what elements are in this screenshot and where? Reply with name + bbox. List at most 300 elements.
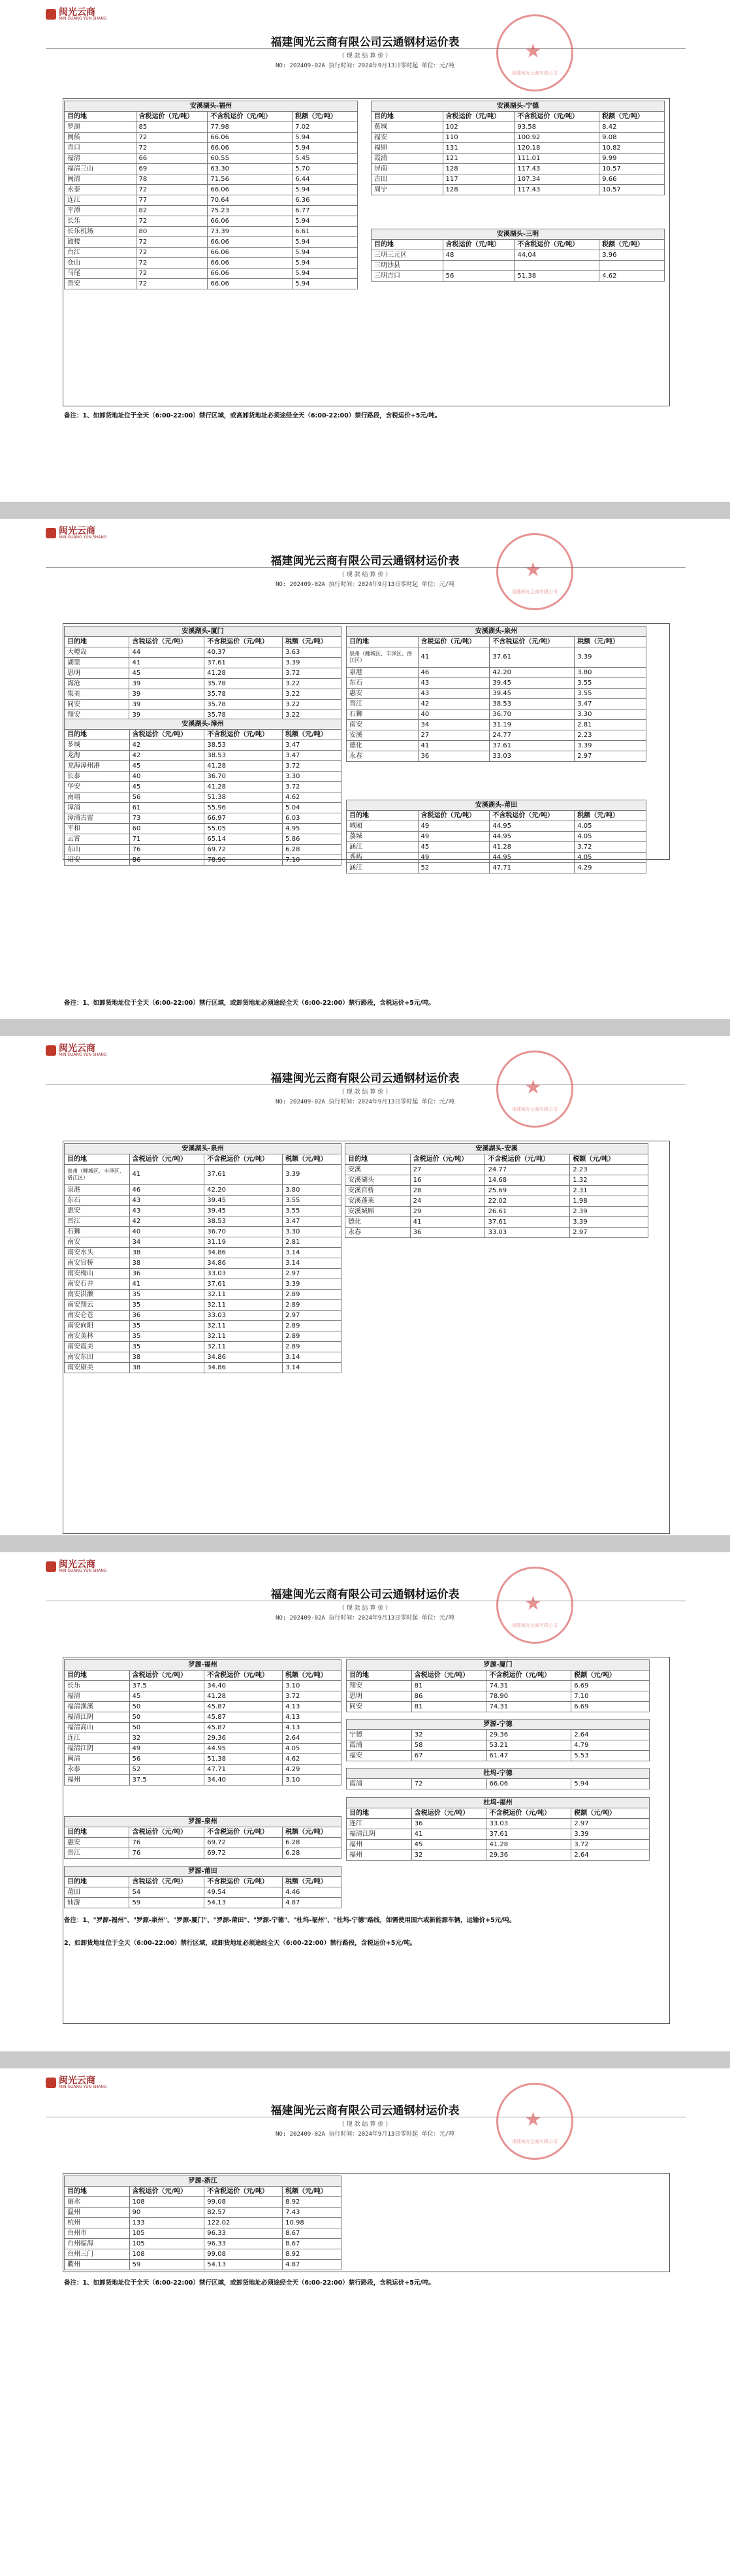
tax-cell: 3.14	[283, 1363, 341, 1373]
untaxed-price-cell: 37.61	[490, 741, 575, 751]
destination-cell: 丽水	[65, 2197, 130, 2208]
untaxed-price-cell: 117.43	[515, 185, 599, 195]
untaxed-price-cell: 41.28	[204, 782, 283, 792]
table-row	[65, 174, 358, 185]
tax-cell: 2.97	[283, 1311, 341, 1321]
taxed-price-cell: 59	[129, 2260, 204, 2270]
taxed-price-cell: 45	[418, 842, 490, 853]
column-header-dest: 目的地	[372, 240, 443, 250]
destination-cell: 长乐	[65, 216, 136, 227]
table-row	[65, 1898, 341, 1908]
column-header-dest: 目的地	[347, 811, 419, 821]
table-row	[65, 855, 341, 866]
taxed-price-cell: 72	[136, 143, 208, 154]
column-header-taxed: 含税运价（元/吨）	[443, 240, 515, 250]
tax-cell: 4.87	[283, 1898, 341, 1908]
untaxed-price-cell: 42.20	[204, 1185, 283, 1196]
seal-stamp-icon	[496, 2083, 573, 2160]
untaxed-price-cell: 69.72	[204, 1848, 283, 1859]
taxed-price-cell: 40	[129, 1227, 204, 1237]
taxed-price-cell: 81	[411, 1702, 486, 1712]
taxed-price-cell: 56	[443, 271, 515, 282]
untaxed-price-cell: 66.97	[204, 813, 283, 824]
untaxed-price-cell: 33.03	[204, 1269, 283, 1279]
table-row	[65, 658, 341, 668]
untaxed-price-cell: 107.34	[515, 174, 599, 185]
tax-cell: 5.53	[571, 1751, 650, 1761]
column-header-dest: 目的地	[65, 730, 130, 740]
column-header-taxed: 含税运价（元/吨）	[129, 730, 204, 740]
untaxed-price-cell: 22.02	[485, 1196, 570, 1207]
taxed-price-cell: 117	[443, 174, 515, 185]
route-title: 安溪湖头-漳州	[65, 719, 341, 730]
destination-cell: 长乐机场	[65, 227, 136, 237]
table-row	[345, 1165, 648, 1175]
logo-icon	[46, 1561, 56, 1572]
untaxed-price-cell: 33.03	[486, 1819, 571, 1829]
taxed-price-cell: 39	[129, 710, 204, 721]
untaxed-price-cell: 34.86	[204, 1363, 283, 1373]
taxed-price-cell: 41	[129, 1165, 204, 1185]
taxed-price-cell: 36	[129, 1269, 204, 1279]
destination-cell: 海沧	[65, 679, 129, 689]
column-header-taxed: 含税运价（元/吨）	[129, 1877, 204, 1887]
table-row	[65, 1744, 341, 1754]
table-row	[372, 122, 665, 133]
destination-cell: 南安石井	[65, 1279, 130, 1290]
taxed-price-cell: 38	[129, 1352, 204, 1363]
table-row	[347, 1751, 650, 1761]
tax-cell: 3.14	[283, 1248, 341, 1258]
page-title: 福建闽光云商有限公司云通钢材运价表	[270, 1072, 460, 1085]
table-row	[65, 1321, 341, 1331]
route-title: 罗源-泉州	[65, 1817, 341, 1827]
company-logo	[46, 527, 107, 540]
untaxed-price-cell: 32.11	[204, 1300, 283, 1311]
untaxed-price-cell: 44.95	[490, 821, 575, 832]
untaxed-price-cell: 66.06	[486, 1779, 571, 1789]
tax-cell: 6.69	[571, 1702, 650, 1712]
table-row	[65, 1269, 341, 1279]
taxed-price-cell: 72	[136, 237, 208, 248]
taxed-price-cell: 54	[129, 1887, 204, 1898]
untaxed-price-cell: 32.11	[204, 1290, 283, 1300]
destination-cell: 连江	[347, 1819, 412, 1829]
table-row	[65, 834, 341, 845]
taxed-price-cell: 40	[129, 772, 204, 782]
taxed-price-cell: 34	[418, 720, 490, 730]
section-row	[372, 101, 665, 112]
table-row	[65, 824, 341, 834]
header-row	[65, 1154, 341, 1165]
taxed-price-cell: 42	[129, 1216, 204, 1227]
freight-table	[346, 1797, 650, 1861]
table-row	[65, 216, 358, 227]
table-row	[65, 227, 358, 237]
tax-cell: 6.03	[283, 813, 341, 824]
table-row	[372, 185, 665, 195]
destination-cell: 台州三门	[65, 2249, 130, 2260]
tax-cell: 5.94	[293, 185, 358, 195]
table-row	[65, 1300, 341, 1311]
tax-cell: 2.31	[570, 1186, 648, 1196]
untaxed-price-cell: 61.47	[486, 1751, 571, 1761]
destination-cell: 德化	[345, 1217, 411, 1228]
tax-cell: 3.30	[283, 772, 341, 782]
table-row	[65, 1206, 341, 1216]
table-row	[65, 164, 358, 174]
tax-cell: 4.13	[283, 1702, 341, 1712]
seal-star-icon: ★	[524, 1076, 542, 1099]
destination-cell: 永泰	[65, 1765, 130, 1775]
taxed-price-cell: 108	[129, 2249, 204, 2260]
untaxed-price-cell: 26.61	[485, 1207, 570, 1217]
seal-text: 福建闽光云商有限公司	[512, 2139, 558, 2144]
remark-note: 2、如卸货地址位于全天（6:00-22:00）禁行区域，或卸货地址必须途经全天（6:00-22:00）禁行路段，含税运价+5元/吨。	[64, 1940, 417, 1947]
column-header-untaxed: 不含税运价（元/吨）	[204, 1827, 283, 1838]
tax-cell: 3.72	[283, 1691, 341, 1702]
untaxed-price-cell: 122.02	[204, 2218, 283, 2228]
untaxed-price-cell: 34.86	[204, 1258, 283, 1269]
taxed-price-cell: 34	[129, 1237, 204, 1248]
taxed-price-cell: 85	[136, 122, 208, 133]
tax-cell: 3.72	[575, 842, 646, 853]
destination-cell: 永春	[345, 1228, 411, 1238]
table-row	[65, 689, 341, 700]
price-type-subtitle: （ 现 款 结 算 价 ）	[338, 53, 392, 59]
destination-cell: 温州	[65, 2208, 130, 2218]
doc-meta: NO: 202409-02A 执行时间：2024年9月13日零时起 单位：元/吨	[275, 581, 455, 588]
column-header-tax: 税额（元/吨）	[283, 637, 341, 647]
untaxed-price-cell: 99.08	[204, 2249, 283, 2260]
route-title: 罗源-浙江	[65, 2176, 341, 2187]
column-header-taxed: 含税运价（元/吨）	[136, 112, 208, 122]
taxed-price-cell: 50	[129, 1723, 204, 1733]
logo-wordmark	[59, 1044, 107, 1057]
destination-cell: 福安	[372, 133, 443, 143]
section-row	[372, 229, 665, 240]
tax-cell: 10.82	[599, 143, 665, 154]
untaxed-price-cell: 45.87	[204, 1712, 283, 1723]
column-header-tax: 税额（元/吨）	[570, 1154, 648, 1165]
tax-cell: 5.94	[293, 216, 358, 227]
table-row	[345, 1228, 648, 1238]
untaxed-price-cell: 51.38	[204, 792, 283, 803]
tax-cell: 4.29	[575, 863, 646, 873]
untaxed-price-cell: 66.06	[208, 237, 293, 248]
destination-cell: 泉港	[65, 1185, 130, 1196]
untaxed-price-cell: 96.33	[204, 2239, 283, 2249]
table-row	[65, 1775, 341, 1785]
tax-cell: 5.45	[293, 154, 358, 164]
taxed-price-cell: 86	[411, 1691, 486, 1702]
tax-cell: 6.28	[283, 1838, 341, 1848]
tax-cell: 2.89	[283, 1331, 341, 1342]
freight-table	[371, 101, 665, 195]
taxed-price-cell: 36	[410, 1228, 485, 1238]
destination-cell: 南安康美	[65, 1363, 130, 1373]
seal-star-icon: ★	[524, 559, 542, 581]
taxed-price-cell: 56	[129, 1754, 204, 1765]
section-row	[65, 101, 358, 112]
freight-table	[64, 626, 341, 721]
table-row	[65, 1165, 341, 1185]
tax-cell: 3.39	[283, 658, 341, 668]
untaxed-price-cell: 31.19	[490, 720, 575, 730]
untaxed-price-cell: 66.06	[208, 133, 293, 143]
table-row	[65, 1765, 341, 1775]
destination-cell: 南安美林	[65, 1331, 130, 1342]
table-row	[65, 1848, 341, 1859]
table-row	[65, 1754, 341, 1765]
route-title: 安溪湖头-福州	[65, 101, 358, 112]
doc-meta: NO: 202409-02A 执行时间：2024年9月13日零时起 单位：元/吨	[275, 63, 455, 69]
untaxed-price-cell: 32.11	[204, 1321, 283, 1331]
table-row	[347, 853, 646, 863]
untaxed-price-cell: 35.78	[204, 710, 283, 721]
column-header-dest: 目的地	[65, 637, 129, 647]
table-row	[345, 1196, 648, 1207]
column-header-untaxed: 不含税运价（元/吨）	[204, 1877, 283, 1887]
column-header-tax: 税额（元/吨）	[571, 1671, 650, 1681]
destination-cell: 城厢	[347, 821, 419, 832]
tax-cell: 3.80	[283, 1185, 341, 1196]
taxed-price-cell: 105	[129, 2228, 204, 2239]
tax-cell: 4.95	[283, 824, 341, 834]
untaxed-price-cell: 29.36	[486, 1850, 571, 1861]
tax-cell: 2.97	[571, 1819, 650, 1829]
taxed-price-cell: 36	[411, 1819, 486, 1829]
destination-cell: 晋江	[347, 699, 419, 709]
table-row	[65, 1702, 341, 1712]
column-header-tax: 税额（元/吨）	[575, 811, 646, 821]
taxed-price-cell: 46	[129, 1185, 204, 1196]
tax-cell: 2.89	[283, 1300, 341, 1311]
column-header-tax: 税额（元/吨）	[283, 1827, 341, 1838]
tax-cell: 3.47	[283, 751, 341, 761]
table-row	[65, 1681, 341, 1691]
destination-cell: 南安翔云	[65, 1300, 130, 1311]
tax-cell: 5.94	[571, 1779, 650, 1789]
untaxed-price-cell: 53.21	[486, 1740, 571, 1751]
untaxed-price-cell: 33.03	[204, 1311, 283, 1321]
untaxed-price-cell: 70.64	[208, 195, 293, 206]
table-row	[65, 1227, 341, 1237]
header-row	[65, 1827, 341, 1838]
table-row	[65, 1216, 341, 1227]
destination-cell: 安溪湖头	[345, 1175, 411, 1186]
destination-cell: 集美	[65, 689, 129, 700]
destination-cell: 南安霞美	[65, 1342, 130, 1352]
destination-cell: 惠安	[65, 1206, 130, 1216]
taxed-price-cell: 69	[136, 164, 208, 174]
column-header-taxed: 含税运价（元/吨）	[418, 637, 490, 647]
destination-cell: 三明沙县	[372, 261, 443, 271]
column-header-tax: 税额（元/吨）	[283, 1154, 341, 1165]
table-row	[65, 792, 341, 803]
untaxed-price-cell: 66.06	[208, 143, 293, 154]
destination-cell: 涵江	[347, 842, 419, 853]
untaxed-price-cell: 71.56	[208, 174, 293, 185]
destination-cell: 翔安	[65, 710, 129, 721]
logo-subtitle: MIN GUANG YUN SHANG	[59, 1569, 107, 1573]
destination-cell: 霞浦	[347, 1779, 412, 1789]
taxed-price-cell: 36	[129, 1311, 204, 1321]
tax-cell: 3.10	[283, 1681, 341, 1691]
tax-cell: 2.64	[571, 1850, 650, 1861]
untaxed-price-cell: 37.61	[490, 647, 575, 668]
column-header-taxed: 含税运价（元/吨）	[129, 1827, 204, 1838]
route-title: 罗源-宁德	[347, 1720, 650, 1730]
taxed-price-cell: 27	[418, 730, 490, 741]
destination-cell: 仙游	[65, 1898, 129, 1908]
column-header-untaxed: 不含税运价（元/吨）	[485, 1154, 570, 1165]
untaxed-price-cell: 39.45	[204, 1196, 283, 1206]
table-row	[345, 1217, 648, 1228]
untaxed-price-cell: 31.19	[204, 1237, 283, 1248]
untaxed-price-cell: 34.86	[204, 1352, 283, 1363]
tax-cell: 4.62	[283, 792, 341, 803]
taxed-price-cell: 35	[129, 1342, 204, 1352]
destination-cell: 福鼎	[372, 143, 443, 154]
route-title: 杜坞-宁德	[347, 1769, 650, 1779]
taxed-price-cell: 81	[411, 1681, 486, 1691]
destination-cell: 莆田	[65, 1887, 129, 1898]
destination-cell: 南安	[347, 720, 419, 730]
tax-cell: 3.14	[283, 1258, 341, 1269]
seal-text: 福建闽光云商有限公司	[512, 1623, 558, 1628]
doc-meta: NO: 202409-02A 执行时间：2024年9月13日零时起 单位：元/吨	[275, 1615, 455, 1622]
table-row	[347, 1840, 650, 1850]
untaxed-price-cell: 77.98	[208, 122, 293, 133]
destination-cell: 湖里	[65, 658, 129, 668]
route-title: 安溪湖头-莆田	[347, 800, 646, 811]
tax-cell: 2.97	[570, 1228, 648, 1238]
untaxed-price-cell: 63.30	[208, 164, 293, 174]
taxed-price-cell: 45	[129, 761, 204, 772]
company-logo	[46, 1044, 107, 1057]
destination-cell: 南安向阳	[65, 1321, 130, 1331]
taxed-price-cell: 43	[418, 689, 490, 699]
untaxed-price-cell: 41.28	[204, 1691, 283, 1702]
taxed-price-cell: 45	[129, 668, 204, 679]
destination-cell: 东石	[347, 678, 419, 689]
tax-cell: 3.30	[575, 709, 646, 720]
untaxed-price-cell: 24.77	[485, 1165, 570, 1175]
tax-cell: 3.72	[283, 782, 341, 792]
section-row	[347, 1798, 650, 1808]
destination-cell: 福清	[65, 1691, 130, 1702]
destination-cell: 南安官桥	[65, 1258, 130, 1269]
company-logo	[46, 8, 107, 21]
untaxed-price-cell: 44.95	[490, 832, 575, 842]
untaxed-price-cell: 96.33	[204, 2228, 283, 2239]
table-row	[65, 1838, 341, 1848]
tax-cell: 7.43	[283, 2208, 341, 2218]
untaxed-price-cell: 49.54	[204, 1887, 283, 1898]
tax-cell: 2.23	[575, 730, 646, 741]
taxed-price-cell: 72	[136, 248, 208, 258]
column-header-dest: 目的地	[345, 1154, 411, 1165]
destination-cell: 大嶝岛	[65, 647, 129, 658]
untaxed-price-cell: 44.95	[490, 853, 575, 863]
column-header-dest: 目的地	[65, 1877, 129, 1887]
table-row	[65, 751, 341, 761]
taxed-price-cell: 78	[136, 174, 208, 185]
table-row	[65, 206, 358, 216]
seal-stamp-icon	[496, 1051, 573, 1128]
tax-cell: 5.94	[293, 248, 358, 258]
section-row	[65, 627, 341, 637]
untaxed-price-cell: 34.40	[204, 1681, 283, 1691]
taxed-price-cell: 52	[418, 863, 490, 873]
destination-cell: 平和	[65, 824, 130, 834]
freight-table	[64, 101, 358, 289]
tax-cell: 2.81	[575, 720, 646, 730]
taxed-price-cell: 108	[129, 2197, 204, 2208]
tax-cell: 4.62	[599, 271, 665, 282]
tax-cell: 10.98	[283, 2218, 341, 2228]
tax-cell: 3.55	[575, 689, 646, 699]
column-header-dest: 目的地	[65, 112, 136, 122]
column-header-untaxed: 不含税运价（元/吨）	[515, 240, 599, 250]
logo-subtitle: MIN GUANG YUN SHANG	[59, 1052, 107, 1057]
destination-cell: 福清江阴	[65, 1712, 130, 1723]
untaxed-price-cell: 37.61	[204, 658, 283, 668]
column-header-tax: 税额（元/吨）	[293, 112, 358, 122]
column-header-dest: 目的地	[65, 2187, 130, 2197]
table-row	[65, 185, 358, 195]
seal-text: 福建闽光云商有限公司	[512, 71, 558, 76]
destination-cell: 东山	[65, 845, 130, 855]
tax-cell: 3.22	[283, 710, 341, 721]
logo-subtitle: MIN GUANG YUN SHANG	[59, 2085, 107, 2089]
section-row	[347, 1769, 650, 1779]
column-header-untaxed: 不含税运价（元/吨）	[490, 811, 575, 821]
taxed-price-cell: 72	[136, 269, 208, 279]
table-row	[372, 133, 665, 143]
untaxed-price-cell: 54.13	[204, 2260, 283, 2270]
taxed-price-cell: 35	[129, 1331, 204, 1342]
taxed-price-cell: 60	[129, 824, 204, 834]
tax-cell: 6.44	[293, 174, 358, 185]
tax-cell: 6.28	[283, 1848, 341, 1859]
section-row	[65, 1817, 341, 1827]
taxed-price-cell: 38	[129, 1363, 204, 1373]
freight-table	[371, 229, 665, 282]
route-title: 安溪湖头-安溪	[345, 1144, 648, 1154]
route-title: 罗源-厦门	[347, 1660, 650, 1671]
column-header-taxed: 含税运价（元/吨）	[418, 811, 490, 821]
tax-cell: 3.39	[575, 741, 646, 751]
taxed-price-cell: 38	[129, 1258, 204, 1269]
table-row	[65, 2197, 341, 2208]
untaxed-price-cell: 45.87	[204, 1723, 283, 1733]
table-row	[347, 689, 646, 699]
table-row	[65, 1279, 341, 1290]
destination-cell: 晋江	[65, 1848, 129, 1859]
company-logo	[46, 2076, 107, 2089]
taxed-price-cell: 35	[129, 1321, 204, 1331]
table-row	[65, 2228, 341, 2239]
tax-cell: 8.42	[599, 122, 665, 133]
route-title: 安溪湖头-泉州	[347, 627, 646, 637]
taxed-price-cell: 72	[136, 216, 208, 227]
destination-cell: 安溪蓬莱	[345, 1196, 411, 1207]
untaxed-price-cell: 24.77	[490, 730, 575, 741]
route-title: 罗源-莆田	[65, 1867, 341, 1877]
tax-cell: 3.63	[283, 647, 341, 658]
